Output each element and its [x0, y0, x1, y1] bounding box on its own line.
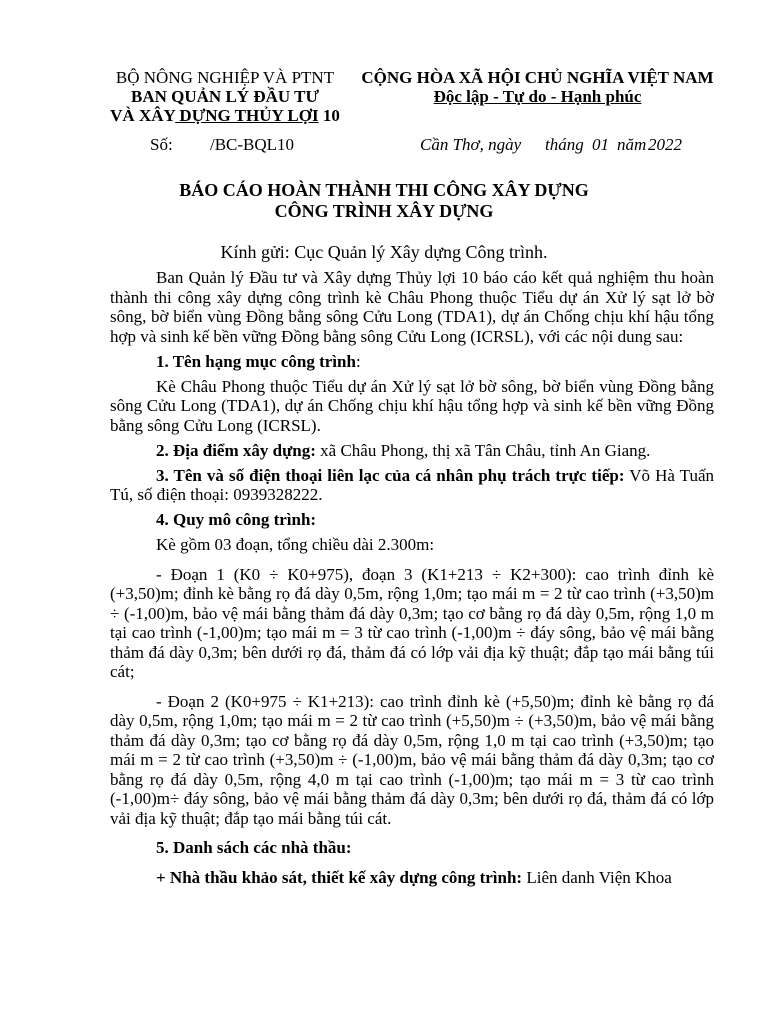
place-date: Cần Thơ, ngày [420, 135, 522, 154]
section5-heading-paragraph [110, 838, 714, 858]
section5-contractor-paragraph [110, 868, 714, 888]
month-value: 01 [592, 135, 609, 154]
document-number-label: Số: [150, 135, 173, 154]
national-motto: Độc lập - Tự do - Hạnh phúc [433, 87, 642, 106]
section3-paragraph [110, 466, 714, 505]
agency-name-line2-prefix: VÀ XÂY [110, 106, 176, 125]
recipient-line: Kính gửi: Cục Quản lý Xây dựng Công trình. [220, 242, 548, 262]
issuing-agency-header [90, 68, 360, 125]
agency-name-line2 [90, 106, 360, 125]
section1-heading: 1. Tên hạng mục công trình [156, 351, 356, 371]
section3-heading: 3. Tên và số điện thoại liên lạc của cá nhân phụ trách trực tiếp: [156, 465, 625, 485]
agency-name-line1: BAN QUẢN LÝ ĐẦU TƯ [131, 87, 319, 106]
report-title [0, 180, 768, 222]
section4-heading: 4. Quy mô công trình: [156, 510, 317, 529]
section4-item1: - Đoạn 1 (K0 ÷ K0+975), đoạn 3 (K1+213 ÷ K2+300): cao trình đỉnh kè (+3,50)m; đỉnh kè bằng rọ đá dày 0,5m, rộng 1,0m; tạo mái m = 2 từ cao trình (+3,50)m ÷ (-1,00)m, bảo vệ mái bằng thảm đá dày 0,3m; tạo cơ bằng rọ đá dày 0,5m, rộng 1,0 m tại cao trình (-1,00)m; tạo mái m = 3 từ cao trình (-1,00)m ÷ đáy sông, bảo vệ mái bằng thảm đá dày 0,3m; bên dưới rọ đá, thảm đá có lớp vải địa kỹ thuật; đắp tạo mái bằng túi cát; [110, 564, 714, 681]
report-title-line2: CÔNG TRÌNH XÂY DỰNG [274, 201, 494, 221]
section1-heading-suffix: : [355, 351, 361, 371]
section1-text: Kè Châu Phong thuộc Tiểu dự án Xử lý sạt lở bờ sông, bờ biển vùng Đồng bằng sông Cửu Long (TDA1), dự án Chống chịu khí hậu tổng hợp và sinh kế bền vững Đồng bằng sông Cửu Long (ICRSL). [110, 376, 714, 435]
month-label: tháng [545, 135, 584, 154]
section2-text: xã Châu Phong, thị xã Tân Châu, tỉnh An Giang. [315, 440, 651, 460]
section5-sub-text: Liên danh Viện Khoa [522, 867, 672, 887]
section2-heading: 2. Địa điểm xây dựng: [156, 440, 316, 460]
document-number-code: /BC-BQL10 [210, 135, 295, 154]
intro-paragraph: Ban Quản lý Đầu tư và Xây dựng Thủy lợi 10 báo cáo kết quả nghiệm thu hoàn thành thi công xây dựng công trình kè Châu Phong thuộc Tiểu dự án Xử lý sạt lở bờ sông, bờ biển vùng Đồng bằng sông Cửu Long (TDA1), dự án Chống chịu khí hậu tổng hợp và sinh kế bền vững Đồng bằng sông Cửu Long (ICRSL), với các nội dung sau: [110, 268, 714, 346]
ministry-name: BỘ NÔNG NGHIỆP VÀ PTNT [115, 68, 335, 87]
year-label: năm [617, 135, 647, 154]
section4-summary: Kè gồm 03 đoạn, tổng chiều dài 2.300m: [156, 535, 435, 554]
section3-text: Võ Hà Tuấn Tú, số điện thoại: 0939328222. [110, 465, 714, 504]
agency-name-line2-underlined: DỰNG THỦY LỢI [175, 106, 319, 125]
national-motto-header [355, 68, 720, 106]
report-body [110, 268, 714, 893]
section4-heading-paragraph [110, 510, 714, 530]
section2-paragraph [110, 441, 714, 461]
section4-item2: - Đoạn 2 (K0+975 ÷ K1+213): cao trình đỉnh kè (+5,50)m; đỉnh kè bằng rọ đá dày 0,5m, rộng 1,0m; tạo mái m = 2 từ cao trình (+5,50)m ÷ (+3,50)m, bảo vệ mái bằng thảm đá dày 0,3m; tạo cơ bằng rọ đá dày 0,5m, rộng 1,0 m tại cao trình (+3,50)m; tạo mái m = 2 từ cao trình (+3,50)m ÷ (-1,00)m, bảo vệ mái bằng thảm đá dày 0,3m; tạo cơ bằng rọ đá dày 0,5m, rộng 4,0 m tại cao trình (-1,00)m; tạo mái m = 3 từ cao trình (-1,00)m÷ đáy sông, bảo vệ mái bằng thảm đá dày 0,3m; bên dưới rọ đá, thảm đá có lớp vải địa kỹ thuật; đắp tạo mái bằng túi cát. [110, 691, 714, 828]
year-value: 2022 [648, 135, 682, 154]
agency-name-line2-suffix: 10 [318, 106, 340, 125]
section5-sub-heading: + Nhà thầu khảo sát, thiết kế xây dựng công trình: [156, 867, 523, 887]
section5-heading: 5. Danh sách các nhà thầu: [156, 838, 352, 857]
country-name: CỘNG HÒA XÃ HỘI CHỦ NGHĨA VIỆT NAM [361, 68, 714, 87]
report-title-line1: BÁO CÁO HOÀN THÀNH THI CÔNG XÂY DỰNG [179, 180, 589, 200]
section1-heading-paragraph [110, 352, 714, 372]
